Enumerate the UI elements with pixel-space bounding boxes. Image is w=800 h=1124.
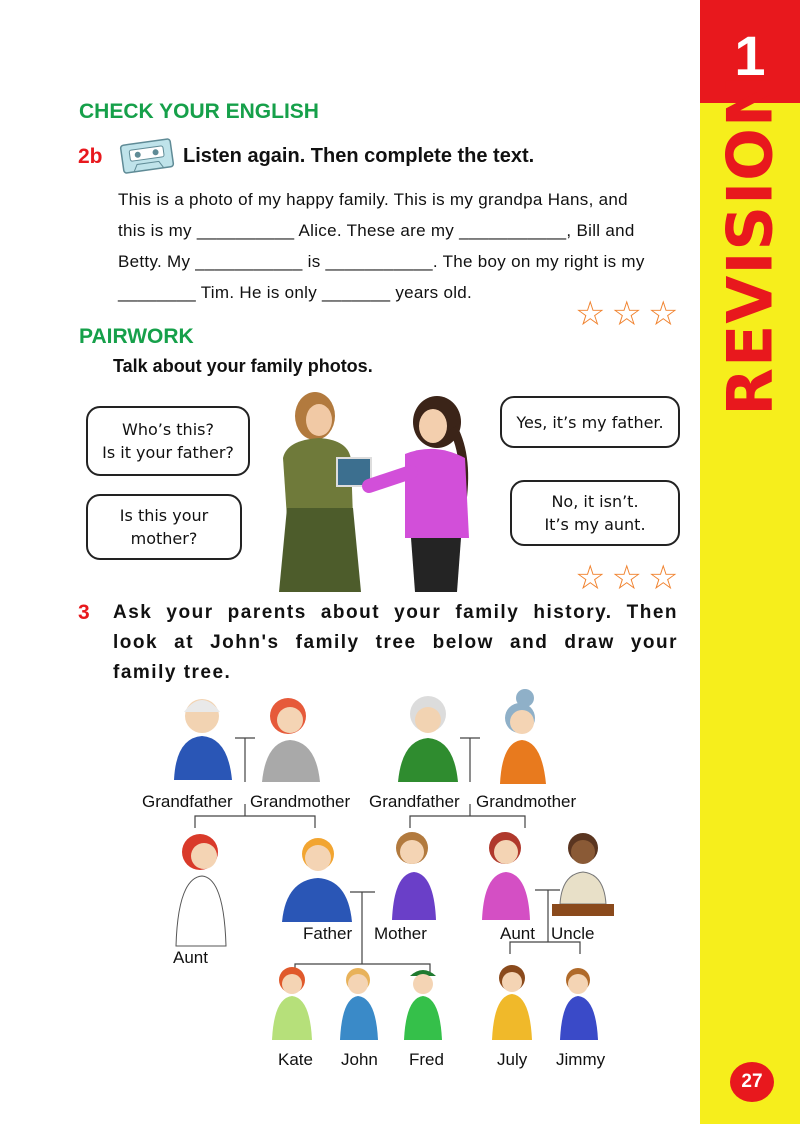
label-grandmother: Grandmother bbox=[250, 792, 351, 811]
exercise-3-instruction bbox=[113, 598, 678, 688]
rating-stars: ☆☆☆ bbox=[575, 295, 685, 333]
pairwork-instruction: Talk about your family photos. bbox=[113, 356, 373, 376]
label-john: John bbox=[341, 1050, 378, 1069]
label-fred: Fred bbox=[409, 1050, 444, 1069]
paragraph-line: This is a photo of my happy family. This is my grandpa Hans, and bbox=[118, 190, 628, 209]
exercise-number-3: 3 bbox=[78, 601, 90, 624]
bubble-line: Is this your bbox=[119, 506, 209, 525]
label-aunt: Aunt bbox=[173, 948, 208, 967]
fill-in-paragraph bbox=[118, 184, 680, 308]
instruction-line: Ask your parents about your family history. Then bbox=[113, 602, 678, 623]
label-mother: Mother bbox=[374, 924, 427, 943]
rating-stars: ☆☆☆ bbox=[575, 559, 685, 597]
label-aunt: Aunt bbox=[500, 924, 535, 943]
family-tree bbox=[140, 684, 620, 1079]
speech-bubble bbox=[500, 396, 680, 448]
instruction-line: family tree. bbox=[113, 662, 232, 683]
label-uncle: Uncle bbox=[551, 924, 595, 943]
girls-photo bbox=[265, 388, 495, 597]
bubble-line: mother? bbox=[130, 529, 198, 548]
exercise-number-2b: 2b bbox=[78, 145, 103, 168]
bubble-line: Yes, it’s my father. bbox=[516, 412, 664, 432]
label-grandfather: Grandfather bbox=[369, 792, 460, 811]
grandfather-figure bbox=[174, 699, 232, 780]
paragraph-line: Betty. My ___________ is ___________. The boy on my right is my bbox=[118, 252, 645, 271]
paragraph-line: ________ Tim. He is only _______ years old. bbox=[118, 283, 473, 302]
page-number: 27 bbox=[730, 1062, 774, 1102]
label-grandmother: Grandmother bbox=[476, 792, 577, 811]
revision-label: REVISION bbox=[713, 74, 787, 416]
label-jimmy: Jimmy bbox=[556, 1050, 606, 1069]
cassette-icon bbox=[118, 136, 176, 181]
check-your-english-heading: CHECK YOUR ENGLISH bbox=[79, 100, 319, 123]
bubble-line: It’s my aunt. bbox=[544, 515, 646, 534]
label-grandfather: Grandfather bbox=[142, 792, 233, 811]
bubble-line: Is it your father? bbox=[102, 443, 234, 462]
instruction-line: look at John's family tree below and draw your bbox=[113, 632, 678, 653]
label-kate: Kate bbox=[278, 1050, 313, 1069]
speech-bubble bbox=[510, 480, 680, 546]
speech-bubble bbox=[86, 494, 242, 560]
pairwork-heading: PAIRWORK bbox=[79, 325, 194, 348]
speech-bubble bbox=[86, 406, 250, 476]
bubble-line: No, it isn’t. bbox=[551, 492, 639, 511]
bubble-line: Who’s this? bbox=[122, 420, 214, 439]
label-july: July bbox=[497, 1050, 528, 1069]
unit-number: 1 bbox=[734, 24, 766, 87]
exercise-2b-instruction: Listen again. Then complete the text. bbox=[183, 145, 535, 167]
label-father: Father bbox=[303, 924, 353, 943]
paragraph-line: this is my __________ Alice. These are my ___________, Bill and bbox=[118, 221, 635, 240]
